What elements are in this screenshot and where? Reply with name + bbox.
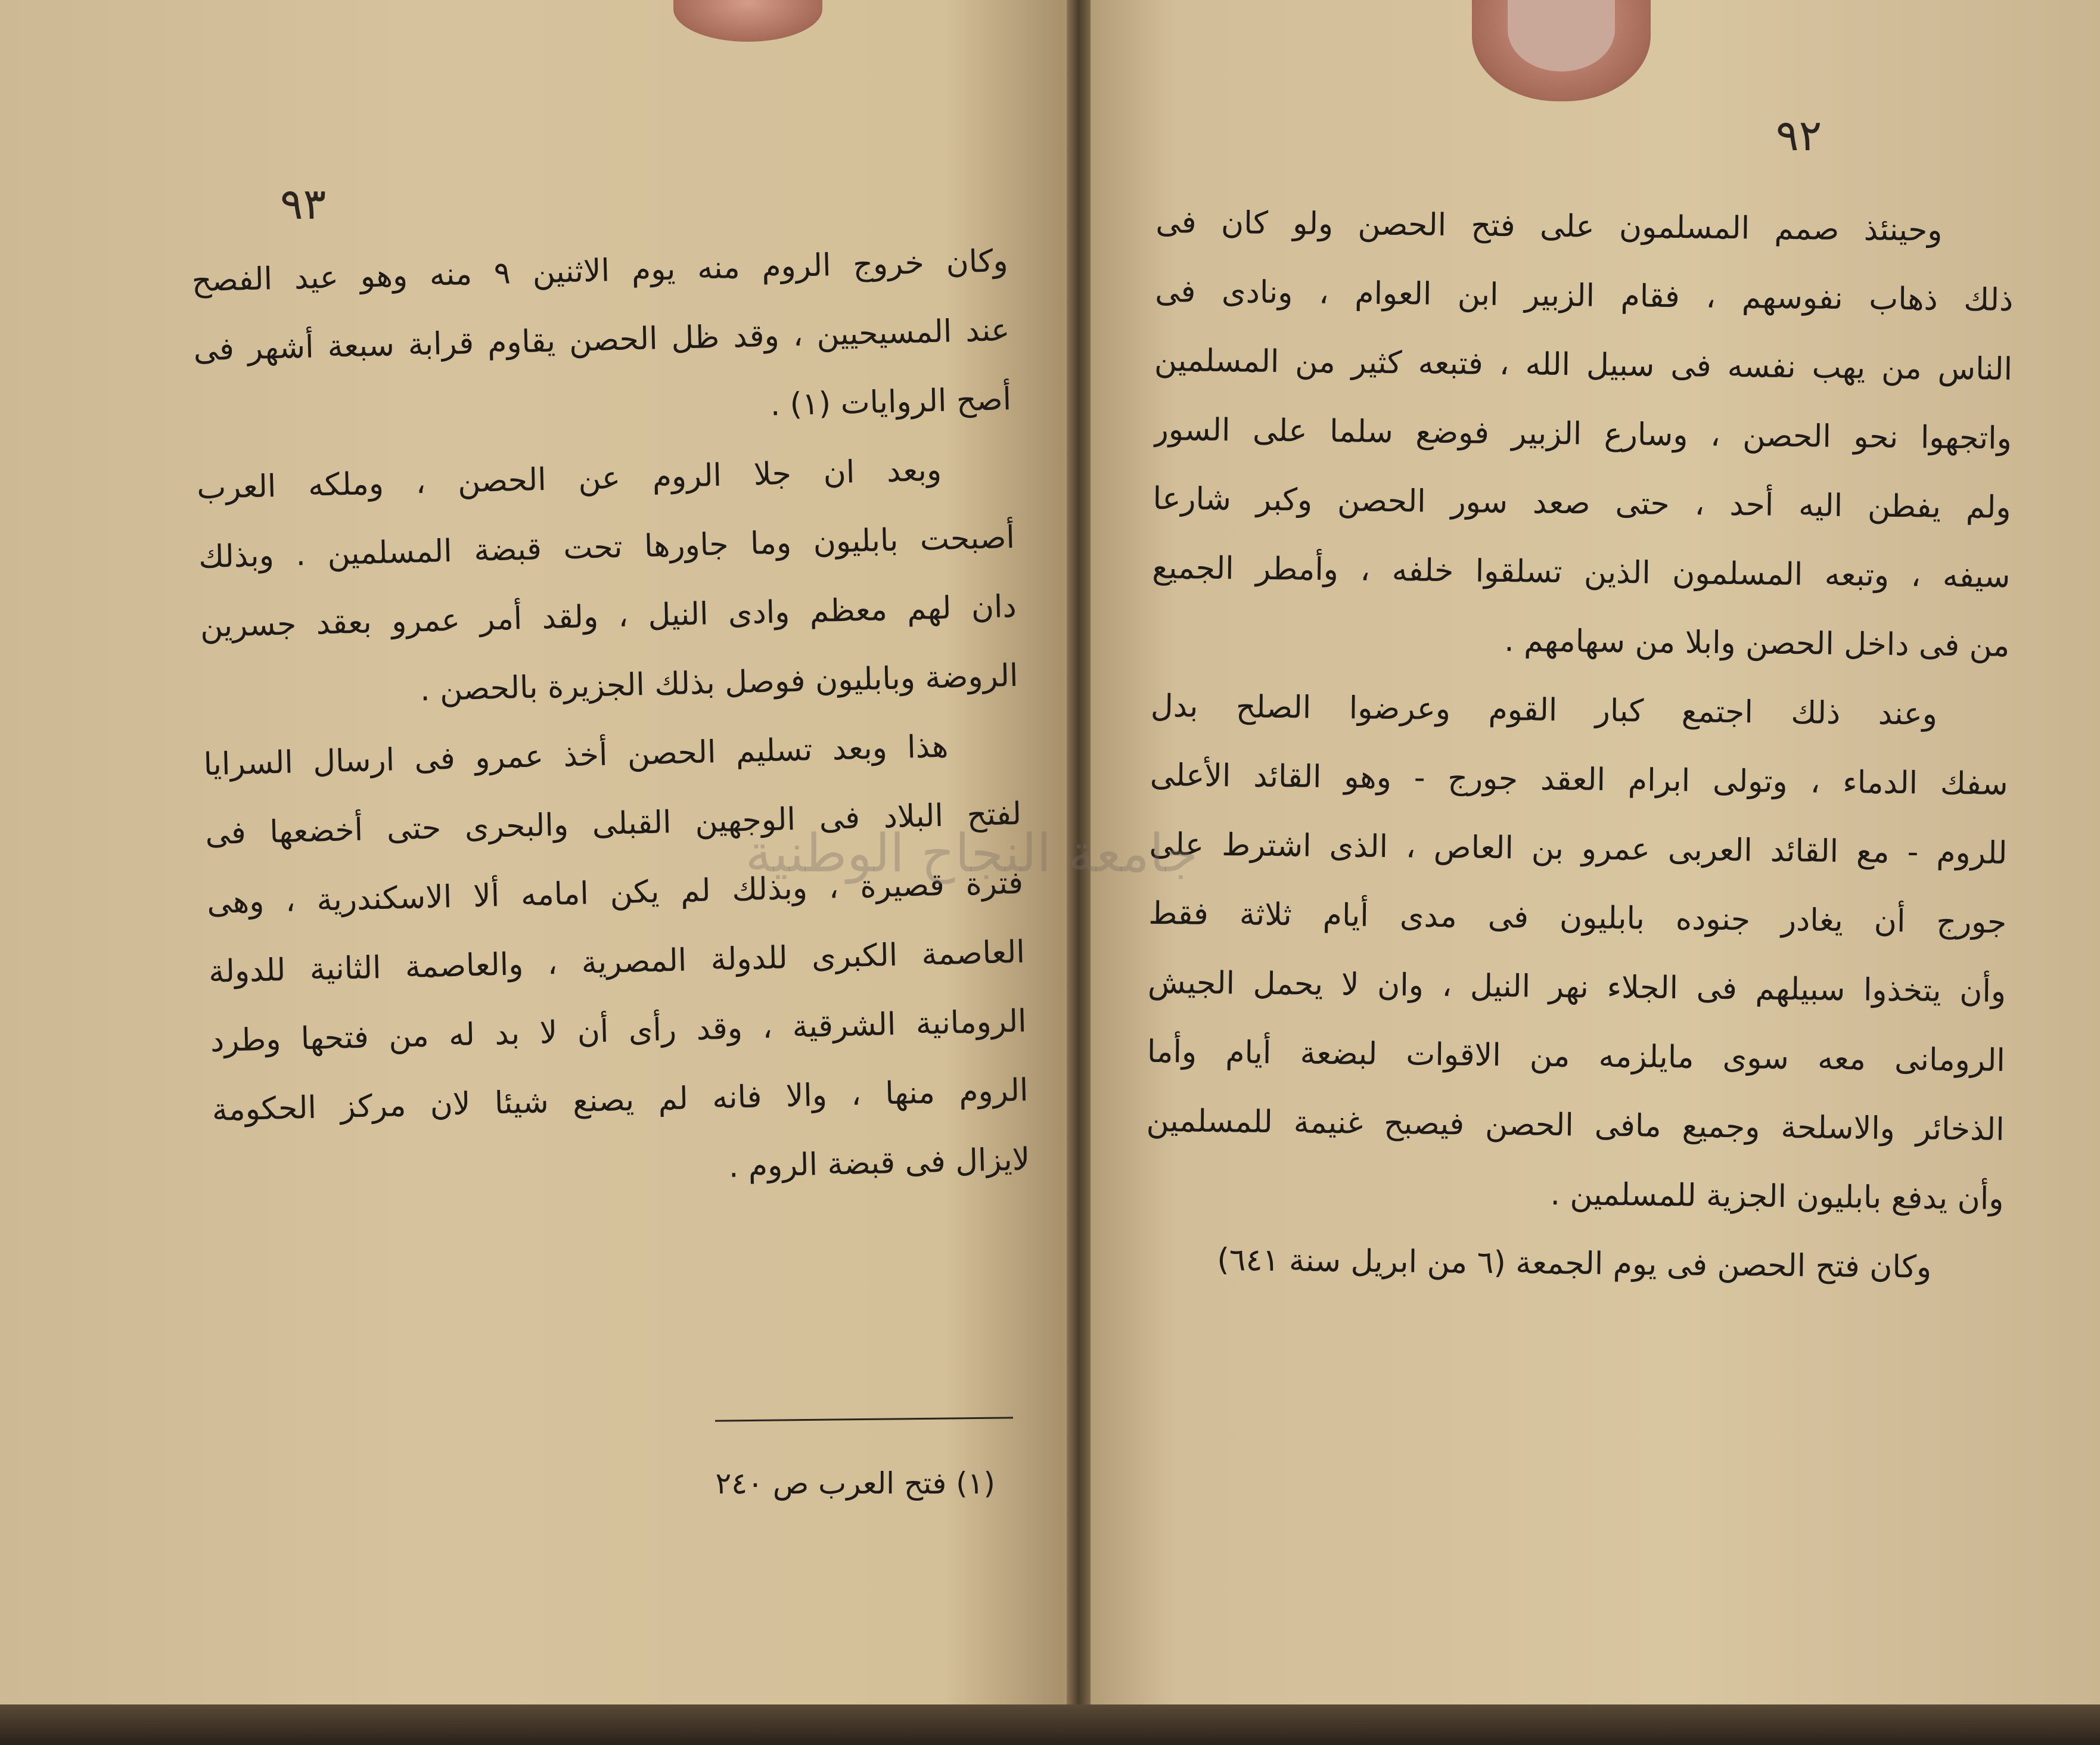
footnote: (١) فتح العرب ص ٢٤٠ bbox=[715, 1466, 995, 1501]
text-line: فترة قصيرة ، وبذلك لم يكن امامه ألا الاسكندرية ، وهى bbox=[206, 865, 1024, 921]
text-line: ولم يفطن اليه أحد ، حتى صعد سور الحصن وكبر شارعا bbox=[1152, 480, 2011, 526]
text-line: الناس من يهب نفسه فى سبيل الله ، فتبعه كثير من المسلمين bbox=[1154, 342, 2013, 387]
text-line: أصبحت بابليون وما جاورها تحت قبضة المسلمين . وبذلك bbox=[198, 519, 1015, 576]
text-line: واتجهوا نحو الحصن ، وسارع الزبير فوضع سلما على السور bbox=[1153, 411, 2012, 457]
right-page bbox=[1091, 0, 2100, 1716]
text-line: سفك الدماء ، وتولى ابرام العقد جورج - وهو القائد الأعلى bbox=[1150, 757, 2008, 802]
text-line: الذخائر والاسلحة وجميع مافى الحصن فيصبح غنيمة للمسلمين bbox=[1146, 1103, 2005, 1148]
page-body-text bbox=[191, 226, 1030, 1214]
text-line: للروم - مع القائد العربى عمرو بن العاص ، الذى اشترط على bbox=[1149, 826, 2008, 871]
text-line: لفتح البلاد فى الوجهين القبلى والبحرى حتى أخضعها فى bbox=[204, 796, 1022, 852]
text-line: الروم منها ، والا فانه لم يصنع شيئا لان مركز الحكومة bbox=[212, 1072, 1029, 1129]
text-line: من فى داخل الحصن وابلا من سهامهم . bbox=[1503, 623, 2010, 664]
text-line: جورج أن يغادر جنوده بابليون فى مدى أيام ثلاثة فقط bbox=[1148, 895, 2007, 940]
text-line: الروضة وبابليون فوصل بذلك الجزيرة بالحصن . bbox=[420, 657, 1019, 709]
text-line: وأن يتخذوا سبيلهم فى الجلاء نهر النيل ، وان لا يحمل الجيش bbox=[1147, 964, 2006, 1010]
text-line: ذلك ذهاب نفوسهم ، فقام الزبير ابن العوام ، ونادى فى bbox=[1154, 273, 2014, 318]
text-line: أصح الروايات (١) . bbox=[769, 381, 1012, 423]
text-line: وكان فتح الحصن فى يوم الجمعة (٦ من ابريل سنة ٦٤١) bbox=[1217, 1242, 1932, 1286]
text-line: دان لهم معظم وادى النيل ، ولقد أمر عمرو بعقد جسرين bbox=[200, 588, 1017, 645]
text-line: وكان خروج الروم منه يوم الاثنين ٩ منه وهو عيد الفصح bbox=[191, 243, 1009, 299]
text-line: العاصمة الكبرى للدولة المصرية ، والعاصمة الثانية للدولة bbox=[208, 934, 1026, 991]
footnote-divider bbox=[715, 1417, 1013, 1421]
text-line: سيفه ، وتبعه المسلمون الذين تسلقوا خلفه ، وأمطر الجميع bbox=[1152, 549, 2011, 595]
text-line: وبعد ان جلا الروم عن الحصن ، وملكه العرب bbox=[196, 452, 942, 507]
text-line: الرومانى معه سوى مايلزمه من الاقوات لبضعة أيام وأما bbox=[1147, 1033, 2006, 1079]
text-line: وعند ذلك اجتمع كبار القوم وعرضوا الصلح بدل bbox=[1150, 688, 1938, 732]
text-line: وأن يدفع بابليون الجزية للمسلمين . bbox=[1550, 1176, 2004, 1217]
text-line: عند المسيحيين ، وقد ظل الحصن يقاوم قرابة سبعة أشهر فى bbox=[192, 312, 1010, 368]
text-line: وحينئذ صمم المسلمون على فتح الحصن ولو كان فى bbox=[1155, 204, 1943, 249]
page-edge-shadow bbox=[0, 1704, 2100, 1745]
text-line: هذا وبعد تسليم الحصن أخذ عمرو فى ارسال السرايا bbox=[203, 728, 949, 783]
page-number: ٩٣ bbox=[280, 179, 327, 229]
library-watermark: جامعة النجاح الوطنية bbox=[745, 822, 1198, 884]
text-line: الرومانية الشرقية ، وقد رأى أن لا بد له من فتحها وطرد bbox=[210, 1003, 1027, 1060]
page-body-text bbox=[1145, 188, 2014, 1303]
text-line: لايزال فى قبضة الروم . bbox=[728, 1141, 1030, 1185]
page-number: ٩٢ bbox=[1776, 110, 1822, 160]
